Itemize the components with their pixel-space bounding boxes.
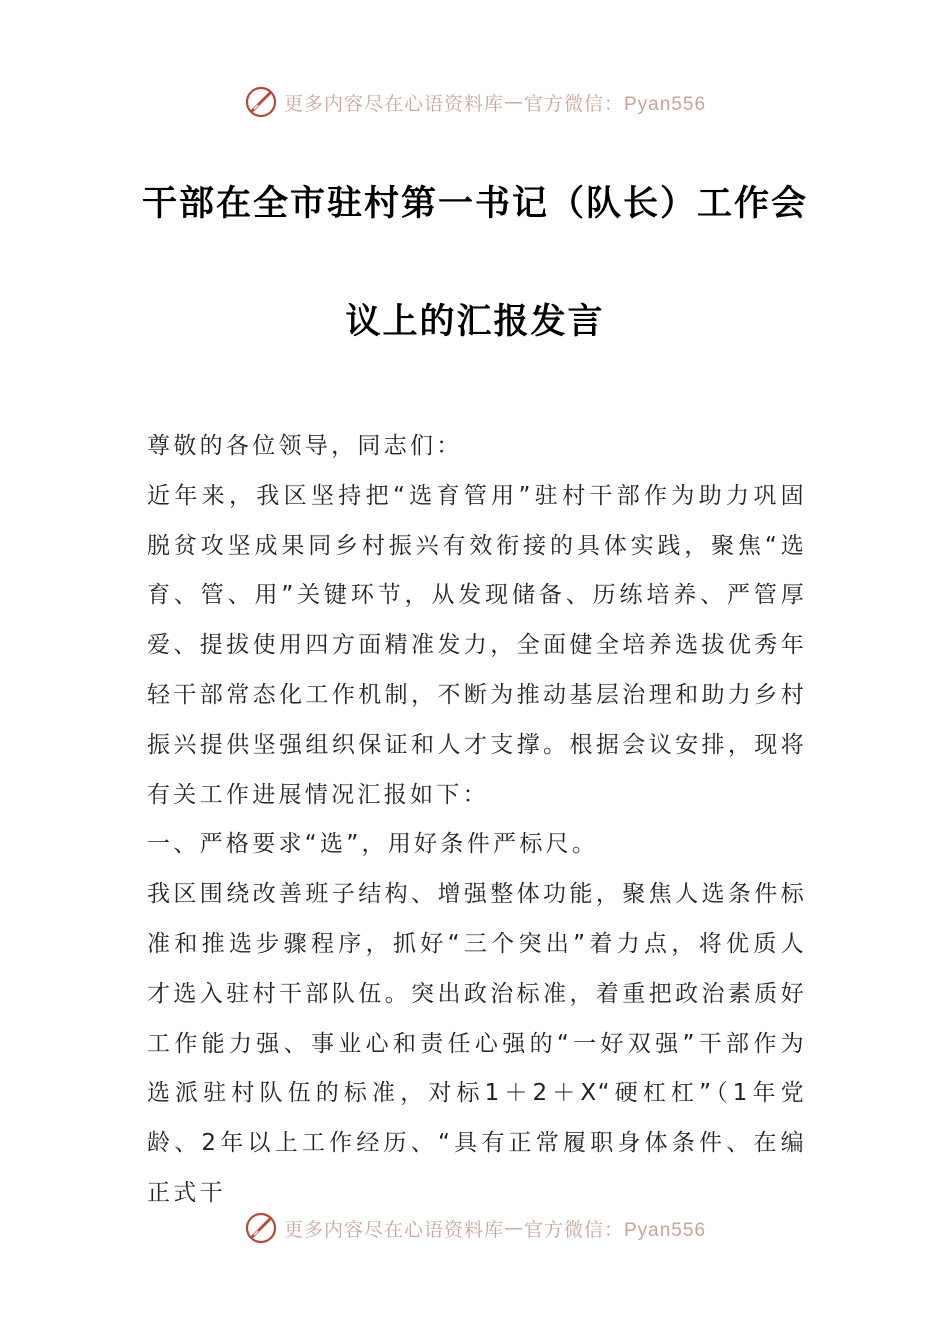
pen-logo-icon bbox=[244, 85, 278, 119]
watermark-contact: 官方微信：Pyan556 bbox=[524, 1219, 707, 1241]
document-body bbox=[147, 422, 807, 1219]
pen-logo-icon bbox=[244, 1211, 278, 1245]
watermark-brand: 更多内容尽在心语资料库 bbox=[283, 92, 504, 115]
watermark-header bbox=[0, 82, 950, 122]
paragraph-section-1: 我区围绕改善班子结构、增强整体功能，聚焦人选条件标准和推选步骤程序，抓好“三个突出”着力点，将优质人才选入驻村干部队伍。突出政治标准，着重把政治素质好工作能力强、事业心和责任心强的“一好双强”干部作为选派驻村队伍的标准，对标1＋2＋X“硬杠杠”（1年党龄、2年以上工作经历、“具有正常履职身体条件、在编正式干 bbox=[147, 881, 807, 1206]
watermark-separator: — bbox=[504, 91, 524, 113]
paragraph-intro: 近年来，我区坚持把“选育管用”驻村干部作为助力巩固脱贫攻坚成果同乡村振兴有效衔接的具体实践，聚焦“选育、管、用”关键环节，从发现储备、历练培养、严管厚爱、提拔使用四方面精准发力，全面健全培养选拔优秀年轻干部常态化工作机制，不断为推动基层治理和助力乡村振兴提供坚强组织保证和人才支撑。根据会议安排，现将有关工作进展情况汇报如下： bbox=[147, 482, 807, 808]
watermark-brand: 更多内容尽在心语资料库 bbox=[283, 1218, 504, 1241]
greeting: 尊敬的各位领导，同志们： bbox=[147, 433, 463, 459]
document-title-line-1: 干部在全市驻村第一书记（队长）工作会 bbox=[141, 183, 808, 224]
section-heading-1: 一、严格要求“选”，用好条件严标尺。 bbox=[147, 831, 599, 858]
watermark-contact: 官方微信：Pyan556 bbox=[524, 93, 707, 115]
watermark-footer bbox=[0, 1208, 950, 1248]
document-title-line-2: 议上的汇报发言 bbox=[345, 301, 605, 342]
watermark-separator: — bbox=[504, 1217, 524, 1239]
